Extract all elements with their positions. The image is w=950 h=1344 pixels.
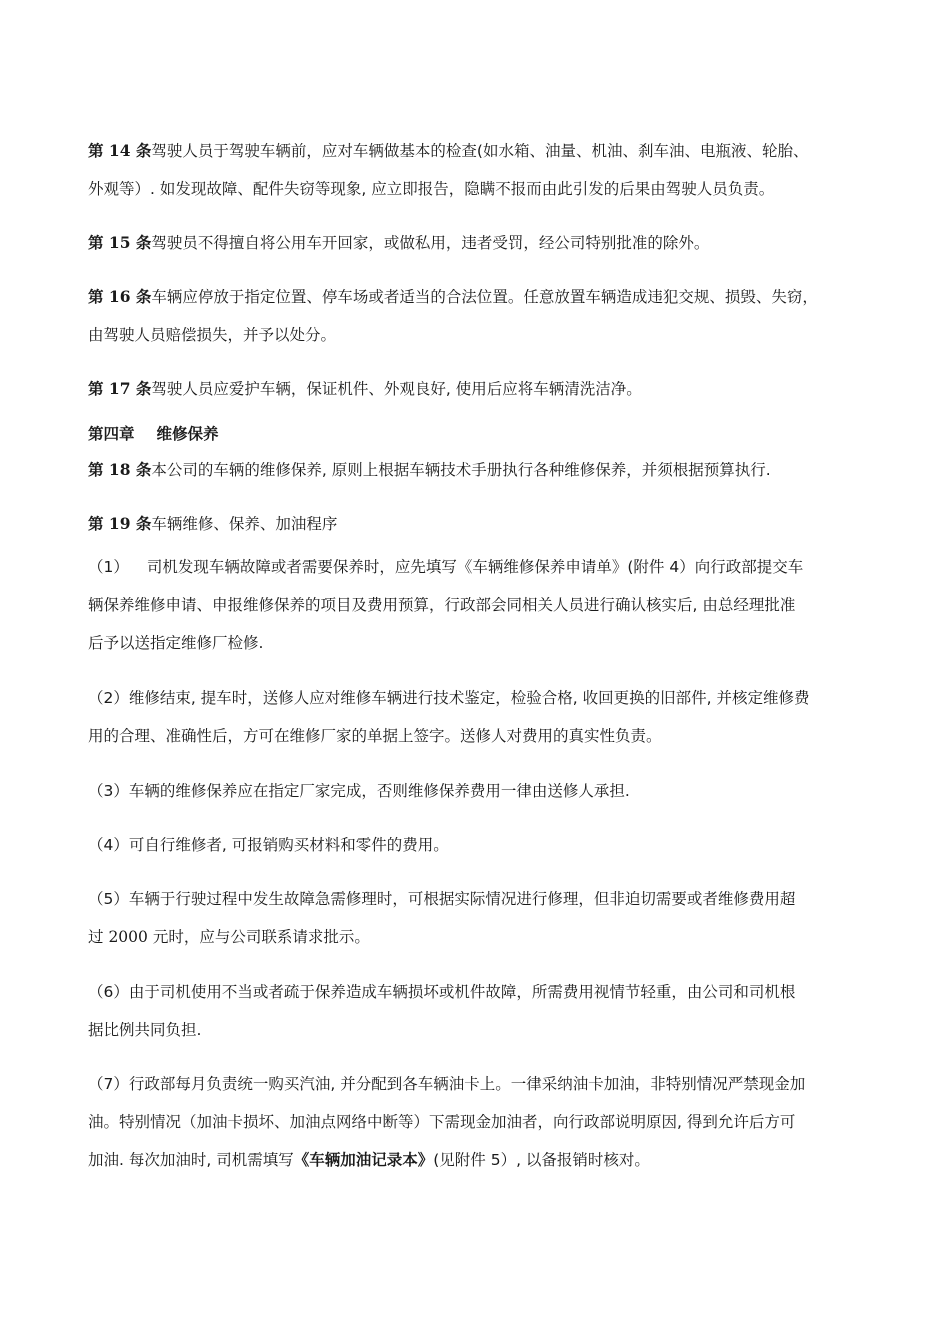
chapter-label: 第四章 xyxy=(88,425,135,443)
item-6-line-2: 据比例共同负担. xyxy=(88,1021,202,1039)
chapter-heading xyxy=(88,424,219,444)
article-17-label: 第 17 条 xyxy=(88,379,152,398)
item-1-mark: （1） xyxy=(88,558,129,576)
article-19-label: 第 19 条 xyxy=(88,514,152,533)
item-2-mark: （2） xyxy=(88,689,129,707)
chapter-title: 维修保养 xyxy=(156,425,219,443)
fuel-record-book-title: 《车辆加油记录本》 xyxy=(293,1151,434,1169)
item-6-line-1: （6）由于司机使用不当或者疏于保养造成车辆损坏或机件故障，所需费用视情节轻重，由公司和司机根 xyxy=(88,983,796,1001)
item-3-line-1: （3）车辆的维修保养应在指定厂家完成，否则维修保养费用一律由送修人承担. xyxy=(88,782,630,800)
item-5-line-2: 过 2000 元时，应与公司联系请求批示。 xyxy=(88,928,370,946)
article-18-label: 第 18 条 xyxy=(88,460,152,479)
item-7-line-1: （7）行政部每月负责统一购买汽油, 并分配到各车辆油卡上。一律采纳油卡加油，非特别情况严禁现金加 xyxy=(88,1075,806,1093)
item-5-line-1: （5）车辆于行驶过程中发生故障急需修理时，可根据实际情况进行修理，但非迫切需要或者维修费用超 xyxy=(88,890,796,908)
item-4-mark: （4） xyxy=(88,836,129,854)
item-7-line-2: 油。特别情况（加油卡损坏、加油点网络中断等）下需现金加油者，向行政部说明原因, 得到允许后方可 xyxy=(88,1113,796,1131)
item-6-mark: （6） xyxy=(88,983,129,1001)
item-2-line-2: 用的合理、准确性后，方可在维修厂家的单据上签字。送修人对费用的真实性负责。 xyxy=(88,727,662,745)
item-5-mark: （5） xyxy=(88,890,129,908)
article-16-line-2: 由驾驶人员赔偿损失，并予以处分。 xyxy=(88,326,337,344)
article-14-line-1: 第 14 条驾驶人员于驾驶车辆前，应对车辆做基本的检查(如水箱、油量、机油、刹车油、电瓶液、轮胎、 xyxy=(88,141,809,160)
article-19-line-1: 第 19 条车辆维修、保养、加油程序 xyxy=(88,514,338,533)
item-7-line-3: 加油. 每次加油时, 司机需填写《车辆加油记录本》(见附件 5）, 以备报销时核对。 xyxy=(88,1151,650,1169)
article-18-line-1: 第 18 条本公司的车辆的维修保养, 原则上根据车辆技术手册执行各种维修保养，并须根据预算执行. xyxy=(88,460,771,479)
item-1-line-2: 辆保养维修申请、申报维修保养的项目及费用预算，行政部会同相关人员进行确认核实后, 由总经理批准 xyxy=(88,596,796,614)
item-4-line-1: （4）可自行维修者, 可报销购买材料和零件的费用。 xyxy=(88,836,449,854)
article-16-line-1: 第 16 条车辆应停放于指定位置、停车场或者适当的合法位置。任意放置车辆造成违犯交规、损毁、失窃， xyxy=(88,287,818,306)
item-7-mark: （7） xyxy=(88,1075,129,1093)
article-15-label: 第 15 条 xyxy=(88,233,152,252)
item-1-line-1: （1） 司机发现车辆故障或者需要保养时，应先填写《车辆维修保养申请单》(附件 4）向行政部提交车 xyxy=(88,558,804,576)
article-17-line-1: 第 17 条驾驶人员应爱护车辆，保证机件、外观良好, 使用后应将车辆清洗洁净。 xyxy=(88,379,642,398)
article-16-label: 第 16 条 xyxy=(88,287,152,306)
item-2-line-1: （2）维修结束, 提车时，送修人应对维修车辆进行技术鉴定，检验合格, 收回更换的旧部件, 并核定维修费 xyxy=(88,689,810,707)
article-15-line-1: 第 15 条驾驶员不得擅自将公用车开回家，或做私用，违者受罚，经公司特别批准的除外。 xyxy=(88,233,710,252)
article-14-label: 第 14 条 xyxy=(88,141,152,160)
item-3-mark: （3） xyxy=(88,782,129,800)
item-1-line-3: 后予以送指定维修厂检修. xyxy=(88,634,264,652)
article-14-line-2: 外观等）. 如发现故障、配件失窃等现象, 应立即报告，隐瞒不报而由此引发的后果由驾驶人员负责。 xyxy=(88,180,775,198)
